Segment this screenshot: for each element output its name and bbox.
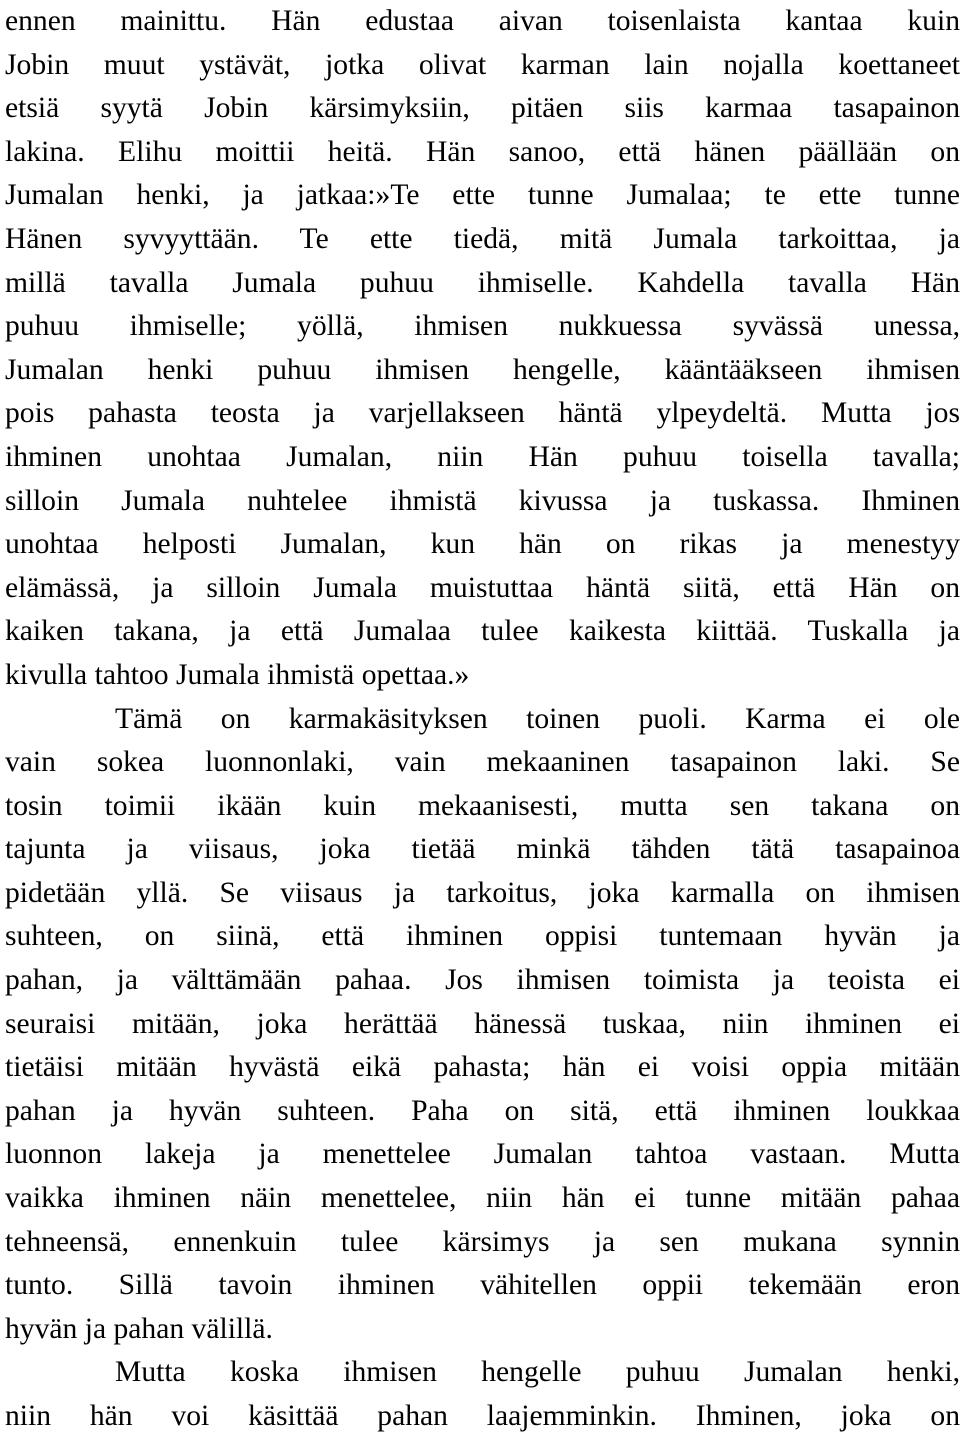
text-line: vaikka ihminen näin menettelee, niin hän ei tunne mitään pahaa <box>5 1182 960 1215</box>
text-line: niin hän voi käsittää pahan laajemminkin. Ihminen, joka on <box>5 1400 960 1432</box>
text-line: tehneensä, ennenkuin tulee kärsimys ja sen mukana synnin <box>5 1225 960 1258</box>
text-line: hyvän ja pahan välillä. <box>5 1312 273 1345</box>
text-line: tosin toimii ikään kuin mekaanisesti, mutta sen takana on <box>5 789 960 822</box>
text-line: unohtaa helposti Jumalan, kun hän on rikas ja menestyy <box>5 528 960 561</box>
text-line: pois pahasta teosta ja varjellakseen häntä ylpeydeltä. Mutta jos <box>5 397 960 430</box>
text-line: puhuu ihmiselle; yöllä, ihmisen nukkuessa syvässä unessa, <box>5 310 960 343</box>
text-line: lakina. Elihu moittii heitä. Hän sanoo, että hänen päällään on <box>5 135 960 168</box>
text-line: tietäisi mitään hyvästä eikä pahasta; hän ei voisi oppia mitään <box>5 1051 960 1084</box>
text-line: kaiken takana, ja että Jumalaa tulee kaikesta kiittää. Tuskalla ja <box>5 615 960 648</box>
text-line: Jumalan henki puhuu ihmisen hengelle, kääntääkseen ihmisen <box>5 353 960 386</box>
text-line: millä tavalla Jumala puhuu ihmiselle. Kahdella tavalla Hän <box>5 266 960 299</box>
text-line: Jumalan henki, ja jatkaa:»Te ette tunne Jumalaa; te ette tunne <box>5 179 960 212</box>
text-line: ihminen unohtaa Jumalan, niin Hän puhuu toisella tavalla; <box>5 440 960 473</box>
text-line: Jobin muut ystävät, jotka olivat karman lain nojalla koettaneet <box>5 48 960 81</box>
text-line: silloin Jumala nuhtelee ihmistä kivussa ja tuskassa. Ihminen <box>5 484 960 517</box>
text-line: tajunta ja viisaus, joka tietää minkä tähden tätä tasapainoa <box>5 833 960 866</box>
text-line: tunto. Sillä tavoin ihminen vähitellen oppii tekemään eron <box>5 1269 960 1302</box>
text-line: pahan, ja välttämään pahaa. Jos ihmisen toimista ja teoista ei <box>5 964 960 997</box>
text-line: luonnon lakeja ja menettelee Jumalan tahtoa vastaan. Mutta <box>5 1138 960 1171</box>
document-page <box>5 0 960 1439</box>
text-line: pidetään yllä. Se viisaus ja tarkoitus, joka karmalla on ihmisen <box>5 876 960 909</box>
paragraph-first-line: Mutta koska ihmisen hengelle puhuu Jumalan henki, <box>115 1356 960 1389</box>
text-line: kivulla tahtoo Jumala ihmistä opettaa.» <box>5 658 470 691</box>
text-line: pahan ja hyvän suhteen. Paha on sitä, että ihminen loukkaa <box>5 1094 960 1127</box>
text-line: vain sokea luonnonlaki, vain mekaaninen tasapainon laki. Se <box>5 746 960 779</box>
text-line: Hänen syvyyttään. Te ette tiedä, mitä Jumala tarkoittaa, ja <box>5 222 960 255</box>
text-line: seuraisi mitään, joka herättää hänessä tuskaa, niin ihminen ei <box>5 1007 960 1040</box>
text-line: suhteen, on siinä, että ihminen oppisi tuntemaan hyvän ja <box>5 920 960 953</box>
text-line: etsiä syytä Jobin kärsimyksiin, pitäen siis karmaa tasapainon <box>5 92 960 125</box>
text-line: elämässä, ja silloin Jumala muistuttaa häntä siitä, että Hän on <box>5 571 960 604</box>
text-line: ennen mainittu. Hän edustaa aivan toisenlaista kantaa kuin <box>5 5 960 37</box>
paragraph-first-line: Tämä on karmakäsityksen toinen puoli. Karma ei ole <box>115 702 960 735</box>
